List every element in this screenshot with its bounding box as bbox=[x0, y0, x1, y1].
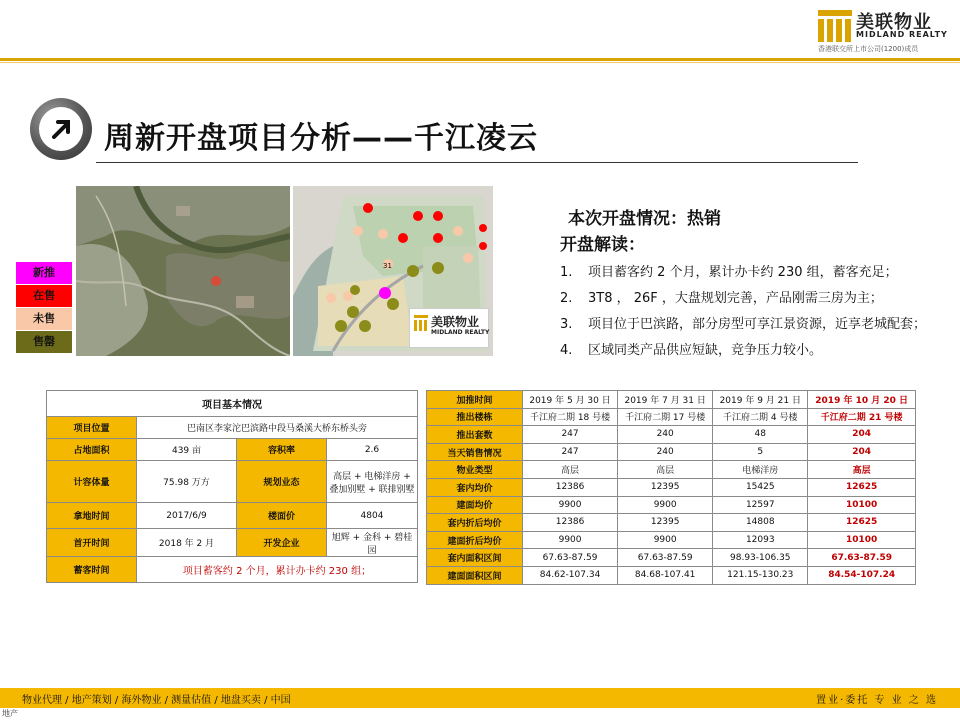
table-cell: 2019 年 10 月 20 日 bbox=[808, 391, 916, 409]
table-cell: 14808 bbox=[713, 514, 808, 532]
map-watermark bbox=[409, 308, 489, 348]
release-comparison-table bbox=[426, 390, 916, 585]
table-cell: 12386 bbox=[523, 478, 618, 496]
map-watermark-cn: 美联物业 bbox=[431, 315, 480, 329]
table-label: 物业类型 bbox=[427, 461, 523, 479]
table-cell: 12093 bbox=[713, 531, 808, 549]
table-cell: 高层 bbox=[523, 461, 618, 479]
table-cell: 67.63-87.59 bbox=[808, 549, 916, 567]
footer-services: 物业代理 / 地产策划 / 海外物业 / 测量估值 / 地盘买卖 / 中国 bbox=[22, 695, 291, 706]
table-label: 推出套数 bbox=[427, 426, 523, 444]
table-label: 首开时间 bbox=[47, 529, 137, 557]
logo-cn: 美联物业 bbox=[856, 12, 932, 33]
midland-logo bbox=[818, 8, 954, 54]
table-cell: 121.15-130.23 bbox=[713, 566, 808, 584]
satellite-map bbox=[76, 186, 290, 356]
header-rule-thin bbox=[0, 62, 960, 63]
opening-status: 本次开盘情况：热销 bbox=[568, 209, 721, 229]
table-label: 当天销售情况 bbox=[427, 443, 523, 461]
footer-bar bbox=[0, 688, 960, 708]
table-cell: 巴南区李家沱巴滨路中段马桑溪大桥东桥头旁 bbox=[137, 417, 418, 439]
table-label: 建面面积区间 bbox=[427, 566, 523, 584]
list-item: 2. 3T8 ， 26F ，大盘规划完善，产品刚需三房为主； bbox=[560, 291, 883, 306]
title-rule bbox=[96, 162, 858, 163]
table-cell: 12597 bbox=[713, 496, 808, 514]
table-label: 拿地时间 bbox=[47, 503, 137, 529]
table-row bbox=[427, 549, 916, 567]
table-cell: 千江府二期 21 号楼 bbox=[808, 408, 916, 426]
table-label: 套内均价 bbox=[427, 478, 523, 496]
interpretation-title: 开盘解读： bbox=[560, 235, 645, 255]
table-cell: 67.63-87.59 bbox=[618, 549, 713, 567]
table-cell: 84.54-107.24 bbox=[808, 566, 916, 584]
table-label: 项目位置 bbox=[47, 417, 137, 439]
table-cell: 2.6 bbox=[327, 439, 418, 461]
table-label: 开发企业 bbox=[237, 529, 327, 557]
logo-sub: 香港联交所上市公司(1200)成员 bbox=[818, 45, 919, 53]
table-cell: 高层 + 电梯洋房 + 叠加别墅 + 联排别墅 bbox=[327, 461, 418, 503]
table-label: 加推时间 bbox=[427, 391, 523, 409]
table-label: 容积率 bbox=[237, 439, 327, 461]
table-cell: 9900 bbox=[523, 496, 618, 514]
table-cell: 高层 bbox=[618, 461, 713, 479]
table-label: 建面均价 bbox=[427, 496, 523, 514]
map-watermark-en: MIDLAND REALTY bbox=[431, 329, 490, 336]
table-cell: 98.93-106.35 bbox=[713, 549, 808, 567]
legend-new: 新推 bbox=[16, 262, 72, 284]
table-cell: 67.63-87.59 bbox=[523, 549, 618, 567]
table-cell: 9900 bbox=[618, 496, 713, 514]
list-item: 1. 项目蓄客约 2 个月，累计办卡约 230 组，蓄客充足； bbox=[560, 265, 898, 280]
footer-slogan: 置业·委托 专 业 之 选 bbox=[816, 695, 938, 706]
table-cell: 204 bbox=[808, 426, 916, 444]
table-row bbox=[427, 391, 916, 409]
list-item: 3. 项目位于巴滨路，部分房型可享江景资源，近享老城配套； bbox=[560, 317, 927, 332]
table-heading: 项目基本情况 bbox=[47, 391, 418, 417]
table-cell: 204 bbox=[808, 443, 916, 461]
table-cell: 2019 年 9 月 21 日 bbox=[713, 391, 808, 409]
midland-logo-mark bbox=[818, 10, 852, 42]
footer-sub: 地产 bbox=[2, 709, 18, 718]
svg-text:31: 31 bbox=[383, 262, 392, 270]
page-title: 周新开盘项目分析——千江凌云 bbox=[104, 121, 538, 156]
legend-unsold: 未售 bbox=[16, 308, 72, 330]
table-cell: 旭辉 + 金科 + 碧桂园 bbox=[327, 529, 418, 557]
table-cell: 高层 bbox=[808, 461, 916, 479]
table-cell: 10100 bbox=[808, 496, 916, 514]
table-row bbox=[427, 531, 916, 549]
legend-sold-out: 售罄 bbox=[16, 331, 72, 353]
table-label: 计容体量 bbox=[47, 461, 137, 503]
table-cell: 247 bbox=[523, 426, 618, 444]
legend-on-sale: 在售 bbox=[16, 285, 72, 307]
site-plan-map bbox=[293, 186, 493, 356]
table-cell: 240 bbox=[618, 426, 713, 444]
table-cell: 12625 bbox=[808, 514, 916, 532]
table-cell: 2018 年 2 月 bbox=[137, 529, 237, 557]
table-cell: 439 亩 bbox=[137, 439, 237, 461]
table-label: 占地面积 bbox=[47, 439, 137, 461]
table-label: 规划业态 bbox=[237, 461, 327, 503]
project-basic-info-table bbox=[46, 390, 418, 583]
table-cell: 12395 bbox=[618, 514, 713, 532]
table-row bbox=[427, 461, 916, 479]
table-label: 建面折后均价 bbox=[427, 531, 523, 549]
table-cell: 4804 bbox=[327, 503, 418, 529]
table-cell: 5 bbox=[713, 443, 808, 461]
table-cell: 247 bbox=[523, 443, 618, 461]
table-row bbox=[427, 443, 916, 461]
table-cell: 项目蓄客约 2 个月，累计办卡约 230 组； bbox=[137, 557, 418, 583]
interpretation-list bbox=[560, 260, 958, 364]
table-cell: 9900 bbox=[618, 531, 713, 549]
table-cell: 240 bbox=[618, 443, 713, 461]
table-cell: 千江府二期 18 号楼 bbox=[523, 408, 618, 426]
table-cell: 千江府二期 4 号楼 bbox=[713, 408, 808, 426]
table-cell: 48 bbox=[713, 426, 808, 444]
table-row bbox=[427, 408, 916, 426]
table-row bbox=[427, 478, 916, 496]
table-cell: 2019 年 5 月 30 日 bbox=[523, 391, 618, 409]
table-cell: 2019 年 7 月 31 日 bbox=[618, 391, 713, 409]
table-label: 楼面价 bbox=[237, 503, 327, 529]
table-row bbox=[427, 566, 916, 584]
table-cell: 12625 bbox=[808, 478, 916, 496]
table-cell: 10100 bbox=[808, 531, 916, 549]
table-cell: 9900 bbox=[523, 531, 618, 549]
map-legend bbox=[16, 262, 72, 354]
arrow-badge-icon bbox=[30, 98, 92, 160]
table-cell: 电梯洋房 bbox=[713, 461, 808, 479]
table-row bbox=[427, 496, 916, 514]
table-label: 套内折后均价 bbox=[427, 514, 523, 532]
header-rule bbox=[0, 58, 960, 61]
table-label: 蓄客时间 bbox=[47, 557, 137, 583]
table-cell: 千江府二期 17 号楼 bbox=[618, 408, 713, 426]
table-cell: 75.98 万方 bbox=[137, 461, 237, 503]
table-cell: 12386 bbox=[523, 514, 618, 532]
table-cell: 12395 bbox=[618, 478, 713, 496]
table-cell: 84.62-107.34 bbox=[523, 566, 618, 584]
table-row bbox=[427, 426, 916, 444]
logo-en: MIDLAND REALTY bbox=[856, 30, 948, 39]
table-cell: 2017/6/9 bbox=[137, 503, 237, 529]
table-cell: 15425 bbox=[713, 478, 808, 496]
arrow-up-right-icon bbox=[47, 115, 75, 143]
list-item: 4. 区域同类产品供应短缺，竞争压力较小。 bbox=[560, 343, 823, 358]
table-cell: 84.68-107.41 bbox=[618, 566, 713, 584]
table-label: 套内面积区间 bbox=[427, 549, 523, 567]
table-row bbox=[427, 514, 916, 532]
table-label: 推出楼栋 bbox=[427, 408, 523, 426]
